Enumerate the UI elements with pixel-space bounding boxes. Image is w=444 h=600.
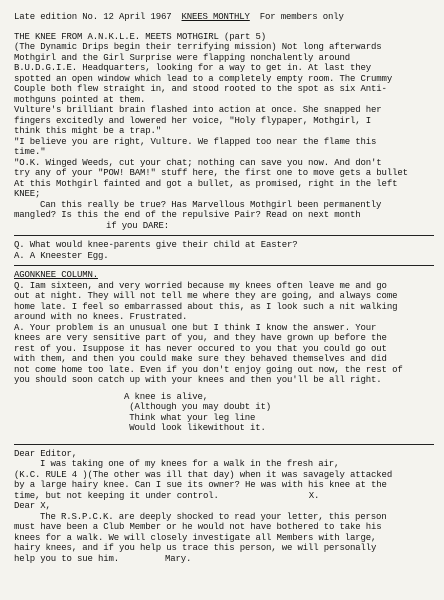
story-section	[14, 32, 434, 232]
section-divider	[14, 235, 434, 236]
story-line: fingers excitedly and lowered her voice, "Holy flypaper, Mothgirl, I	[14, 115, 372, 126]
story-line: At this Mothgirl fainted and got a bullet, as promised, right in the left	[14, 178, 398, 189]
story-heading: THE KNEE FROM A.N.K.L.E. MEETS MOTHGIRL (part 5)	[14, 31, 267, 42]
letter-signoff: X.	[308, 490, 320, 501]
agony-question-line: home late. I feel so embarrassed about this, as I look such a nit walking	[14, 301, 398, 312]
agony-question-line: Q. Iam sixteen, and very worried because my knees often leave me and go	[14, 280, 387, 291]
reply-line: help you to sue him.	[14, 553, 120, 564]
story-closing-line: mangled? Is this the end of the repulsive Pair? Read on next month	[14, 210, 361, 220]
letter-last-line	[14, 491, 434, 502]
story-line: Vulture's brilliant brain flashed into action at once. She snapped her	[14, 105, 382, 115]
story-line: Mothgirl and the Girl Surprise were flapping nonchalently around	[14, 52, 351, 63]
knee-poem	[14, 392, 434, 434]
agony-answer-line: A. Your problem is an unusual one but I think I know the answer. Your	[14, 322, 377, 333]
qa-section	[14, 240, 434, 261]
story-closing-line: Can this really be true? Has Marvellous Mothgirl been permanently	[40, 199, 382, 210]
letter-line: (K.C. RULE 4 )(The other was ill that day) when it was savagely attacked	[14, 469, 393, 480]
reply-salutation: Dear X,	[14, 501, 51, 511]
masthead	[14, 12, 434, 23]
agony-question-line: out at night. They will not tell me where they are going, and always come	[14, 291, 398, 301]
story-line: think this might be a trap."	[14, 126, 162, 136]
letters-section	[14, 449, 434, 565]
letter-line: by a large hairy knee. Can I sue its owner? He was with his knee at the	[14, 480, 387, 490]
agony-section	[14, 270, 434, 386]
agony-answer-line: you should soon catch up with your knees and then you'll be all right.	[14, 375, 382, 385]
qa-question: Q. What would knee-parents give their child at Easter?	[14, 240, 298, 250]
reply-line: hairy knees, and if you help us trace this person, we will personally	[14, 543, 377, 553]
story-line: B.U.D.G.I.E. Headquarters, looking for a way to get in. At last they	[14, 63, 372, 73]
story-line: Couple both flew straight in, and stood rooted to the spot as six Anti-	[14, 84, 387, 94]
reply-line: The R.S.P.C.K. are deeply shocked to read your letter, this person	[40, 511, 387, 522]
story-line: mothguns pointed at them.	[14, 94, 146, 105]
section-divider	[14, 265, 434, 266]
story-line: try any of your "POW! BAM!" stuff here, the first one to move gets a bullet	[14, 168, 408, 178]
agony-answer-line: knees are very sensitive part of you, and they have grown up before the	[14, 333, 387, 343]
agony-heading: AGONKNEE COLUMN.	[14, 270, 99, 280]
poem-line: A knee is alive,	[124, 391, 209, 402]
newsletter-title: KNEES MONTHLY	[181, 12, 250, 22]
letter-line: I was taking one of my knees for a walk in the fresh air,	[40, 459, 340, 469]
agony-answer-line: not come home too late. Even if you don't enjoy going out now, the rest of	[14, 364, 403, 375]
story-line: "I believe you are right, Vulture. We flapped too near the flame this	[14, 136, 377, 147]
story-line: "O.K. Winged Weeds, cut your chat; nothing can save you now. And don't	[14, 157, 382, 168]
reply-line: knees for a walk. We will closely investigate all Members with large,	[14, 532, 377, 543]
story-line: spotted an open window which lead to a completely empty room. The Crummy	[14, 73, 393, 84]
edition-line: Late edition No. 12 April 1967	[14, 12, 172, 22]
reply-last-line	[14, 554, 434, 565]
newsletter-subtitle: For members only	[259, 12, 344, 22]
agony-answer-line: rest of you. Isuppose it has never occured to you that you could go out	[14, 343, 387, 354]
section-divider	[14, 444, 434, 445]
agony-question-line: around with no knees. Frustrated.	[14, 312, 188, 322]
poem-line: Think what your leg line	[124, 412, 256, 423]
reply-line: must have been a Club Member or he would not have bothered to take his	[14, 522, 382, 532]
poem-line: Would look likewithout it.	[124, 423, 266, 433]
story-line: time."	[14, 147, 46, 157]
letter-salutation: Dear Editor,	[14, 448, 78, 459]
poem-line: (Although you may doubt it)	[124, 402, 272, 412]
reply-signoff: Mary.	[165, 553, 192, 564]
story-closing-last: if you DARE:	[106, 220, 170, 231]
story-line: (The Dynamic Drips begin their terrifying mission) Not long afterwards	[14, 42, 382, 52]
agony-answer-line: with them, and then you could make sure they behaved themselves and did	[14, 354, 387, 364]
qa-answer: A. A Kneester Egg.	[14, 250, 109, 261]
story-line: KNEE;	[14, 189, 41, 199]
letter-line: time, but not keeping it under control.	[14, 490, 219, 501]
